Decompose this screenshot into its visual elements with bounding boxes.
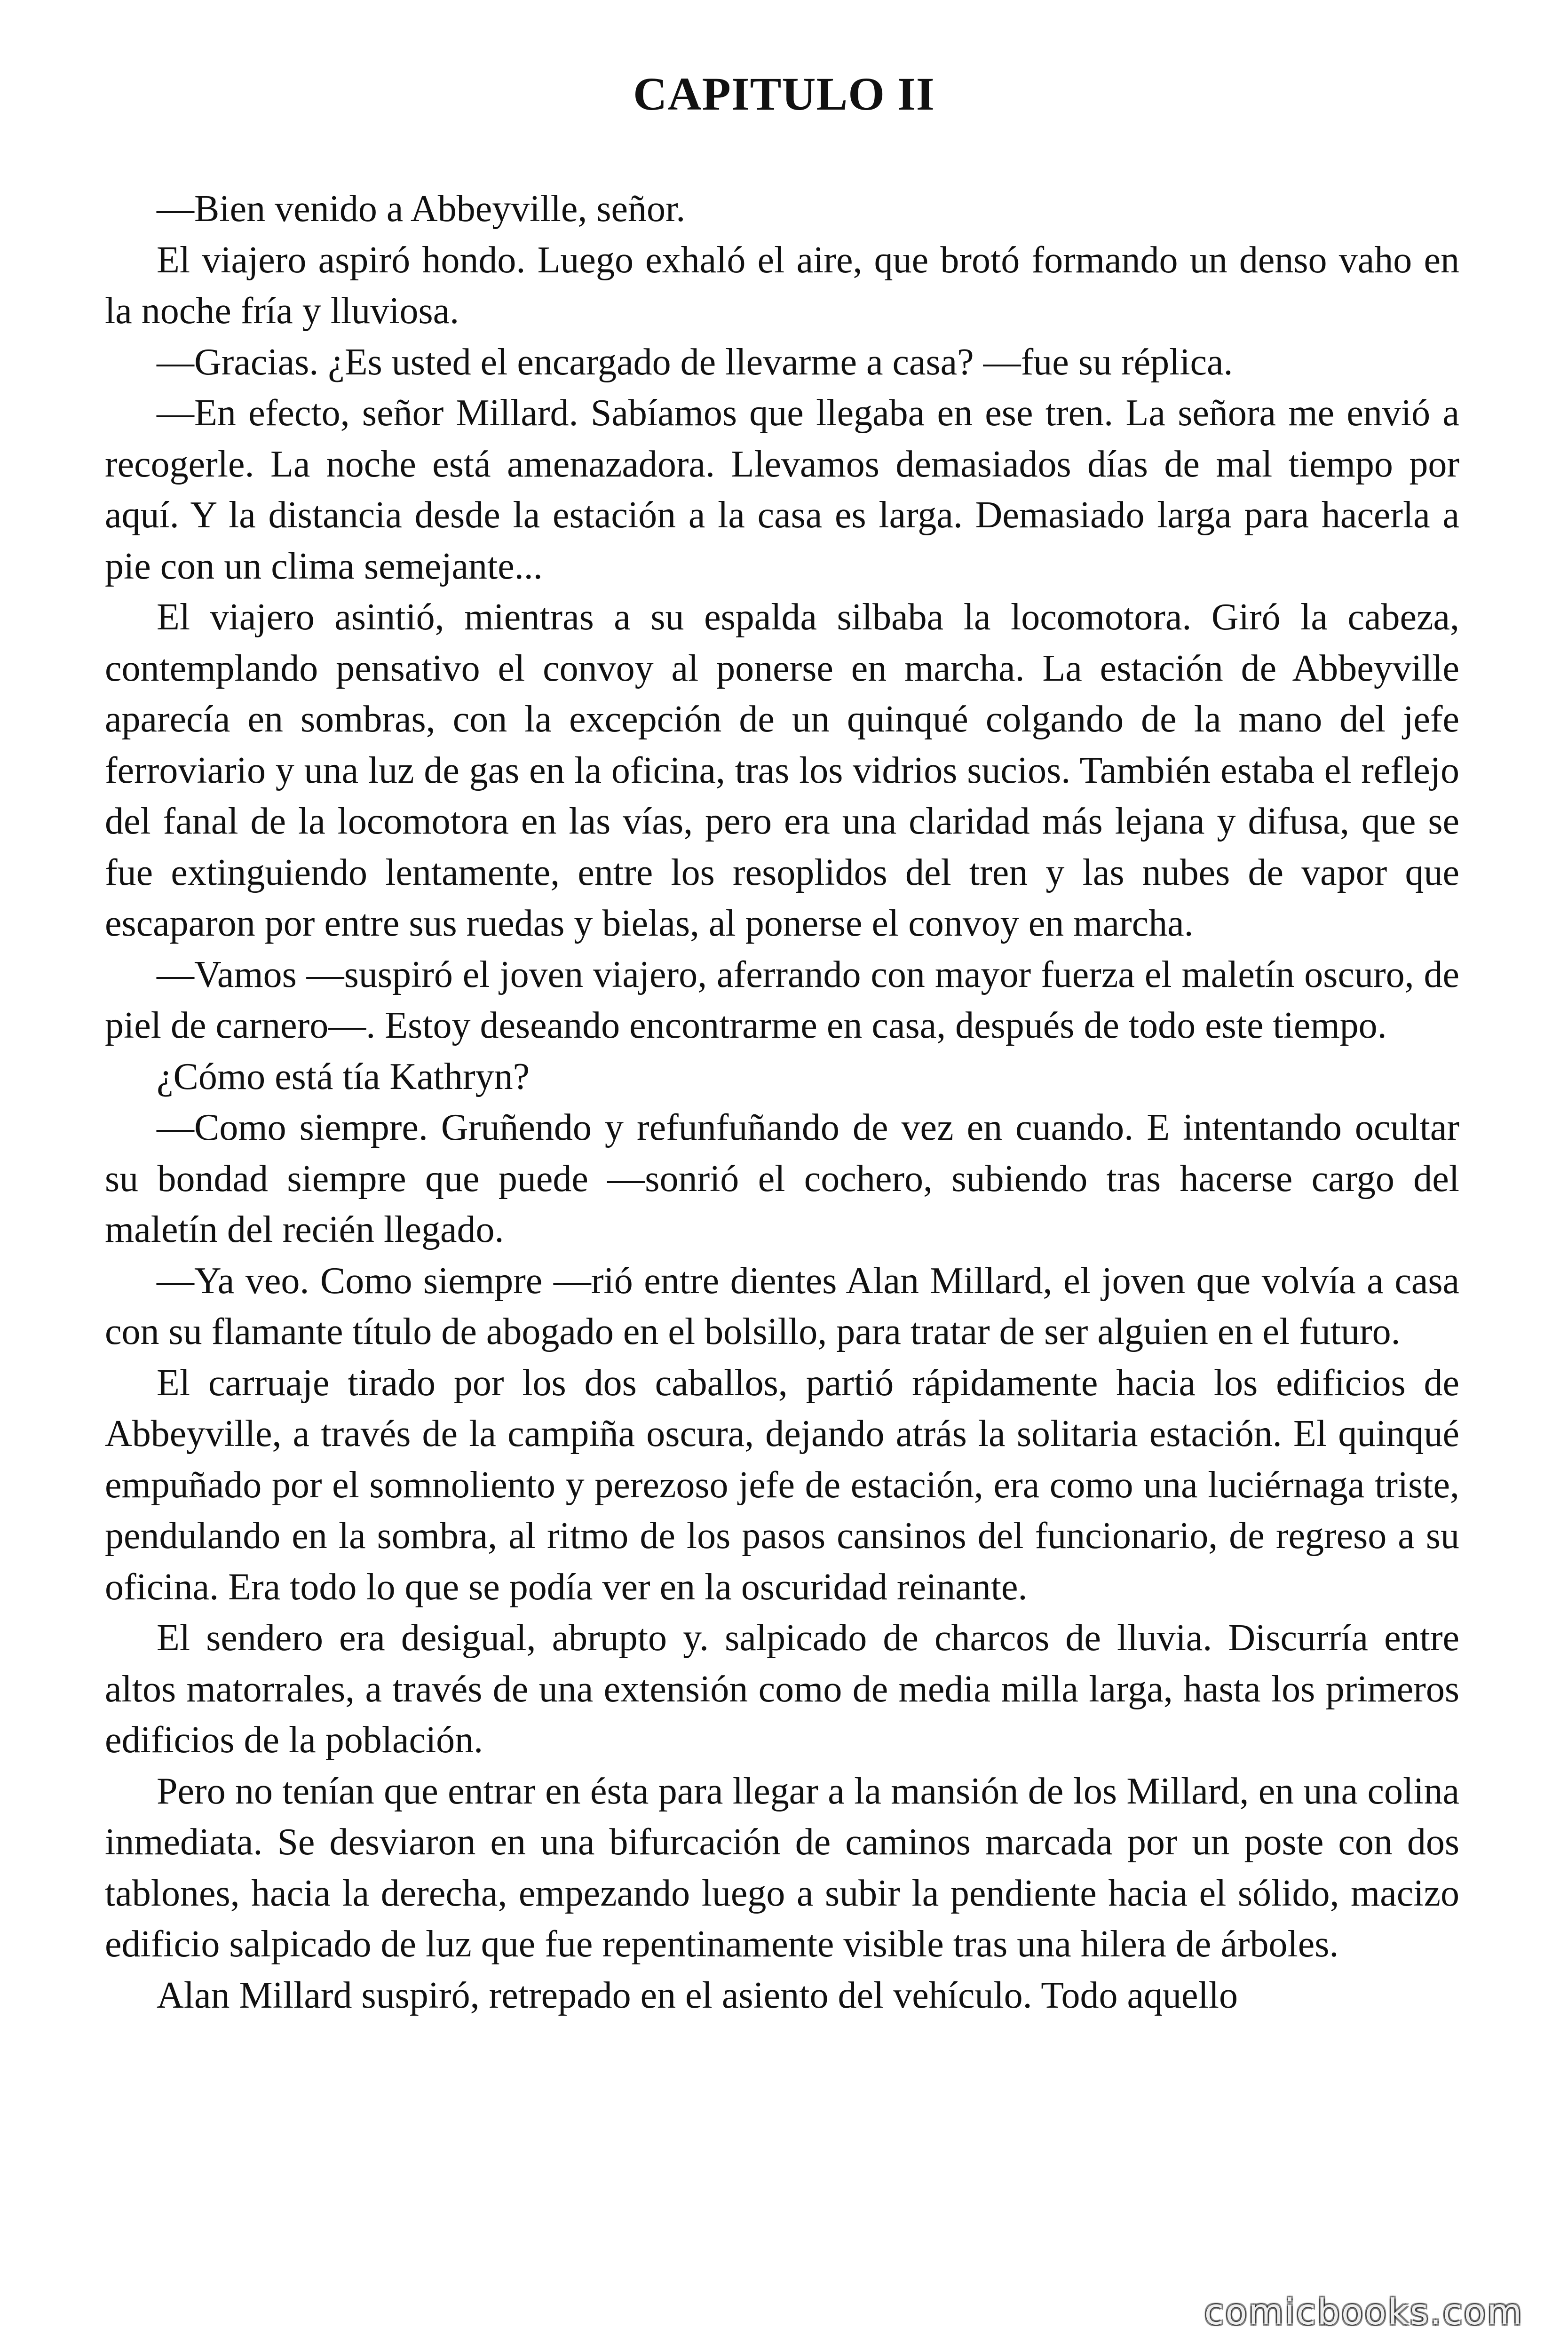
paragraph: —Gracias. ¿Es usted el encargado de llevarme a casa? —fue su réplica. — [157, 341, 1233, 383]
paragraph: El carruaje tirado por los dos caballos, partió rápidamente hacia los edificios de Abbeyville, a través de la campiña oscura, dejando atrás la solitaria estación. El quinqué empuñado por el somnoliento y perezoso jefe de estación, era como una luciérnaga triste, pendulando en la sombra, al ritmo de los pasos cansinos del funcionario, de regreso a su oficina. Era todo lo que se podía ver en la oscuridad reinante. — [105, 1362, 1459, 1608]
chapter-body — [105, 183, 1459, 2021]
paragraph: —Como siempre. Gruñendo y refunfuñando de vez en cuando. E intentando ocultar su bondad siempre que puede —sonrió el cochero, subiendo tras hacerse cargo del maletín del recién llegado. — [105, 1107, 1459, 1250]
paragraph: El viajero asintió, mientras a su espalda silbaba la locomotora. Giró la cabeza, contemplando pensativo el convoy al ponerse en marcha. La estación de Abbeyville aparecía en sombras, con la excepción de un quinqué colgando de la mano del jefe ferroviario y una luz de gas en la oficina, tras los vidrios sucios. También estaba el reflejo del fanal de la locomotora en las vías, pero era una claridad más lejana y difusa, que se fue extinguiendo lentamente, entre los resoplidos del tren y las nubes de vapor que escaparon por entre sus ruedas y bielas, al ponerse el convoy en marcha. — [105, 596, 1459, 944]
paragraph: El viajero aspiró hondo. Luego exhaló el aire, que brotó formando un denso vaho en la noche fría y lluviosa. — [105, 239, 1459, 332]
paragraph-continued: Alan Millard suspiró, retrepado en el asiento del vehículo. Todo aquello — [157, 1974, 1238, 2016]
paragraph: —Bien venido a Abbeyville, señor. — [157, 188, 686, 230]
paragraph: ¿Cómo está tía Kathryn? — [157, 1056, 530, 1097]
paragraph: El sendero era desigual, abrupto y. salpicado de charcos de lluvia. Discurría entre altos matorrales, a través de una extensión como de media milla larga, hasta los primeros edificios de la población. — [105, 1617, 1459, 1761]
paragraph: —En efecto, señor Millard. Sabíamos que llegaba en ese tren. La señora me envió a recogerle. La noche está amenazadora. Llevamos demasiados días de mal tiempo por aquí. Y la distancia desde la estación a la casa es larga. Demasiado larga para hacerla a pie con un clima semejante... — [105, 392, 1459, 587]
chapter-title: CAPITULO II — [633, 68, 935, 120]
paragraph: Pero no tenían que entrar en ésta para llegar a la mansión de los Millard, en una colina inmediata. Se desviaron en una bifurcación de caminos marcada por un poste con dos tablones, hacia la derecha, empezando luego a subir la pendiente hacia el sólido, macizo edificio salpicado de luz que fue repentinamente visible tras una hilera de árboles. — [105, 1770, 1459, 1965]
paragraph: —Ya veo. Como siempre —rió entre dientes Alan Millard, el joven que volvía a casa con su flamante título de abogado en el bolsillo, para tratar de ser alguien en el futuro. — [105, 1260, 1459, 1352]
watermark: comicbooks.com — [1204, 2291, 1523, 2333]
paragraph: —Vamos —suspiró el joven viajero, aferrando con mayor fuerza el maletín oscuro, de piel de carnero—. Estoy deseando encontrarme en casa, después de todo este tiempo. — [105, 954, 1459, 1046]
